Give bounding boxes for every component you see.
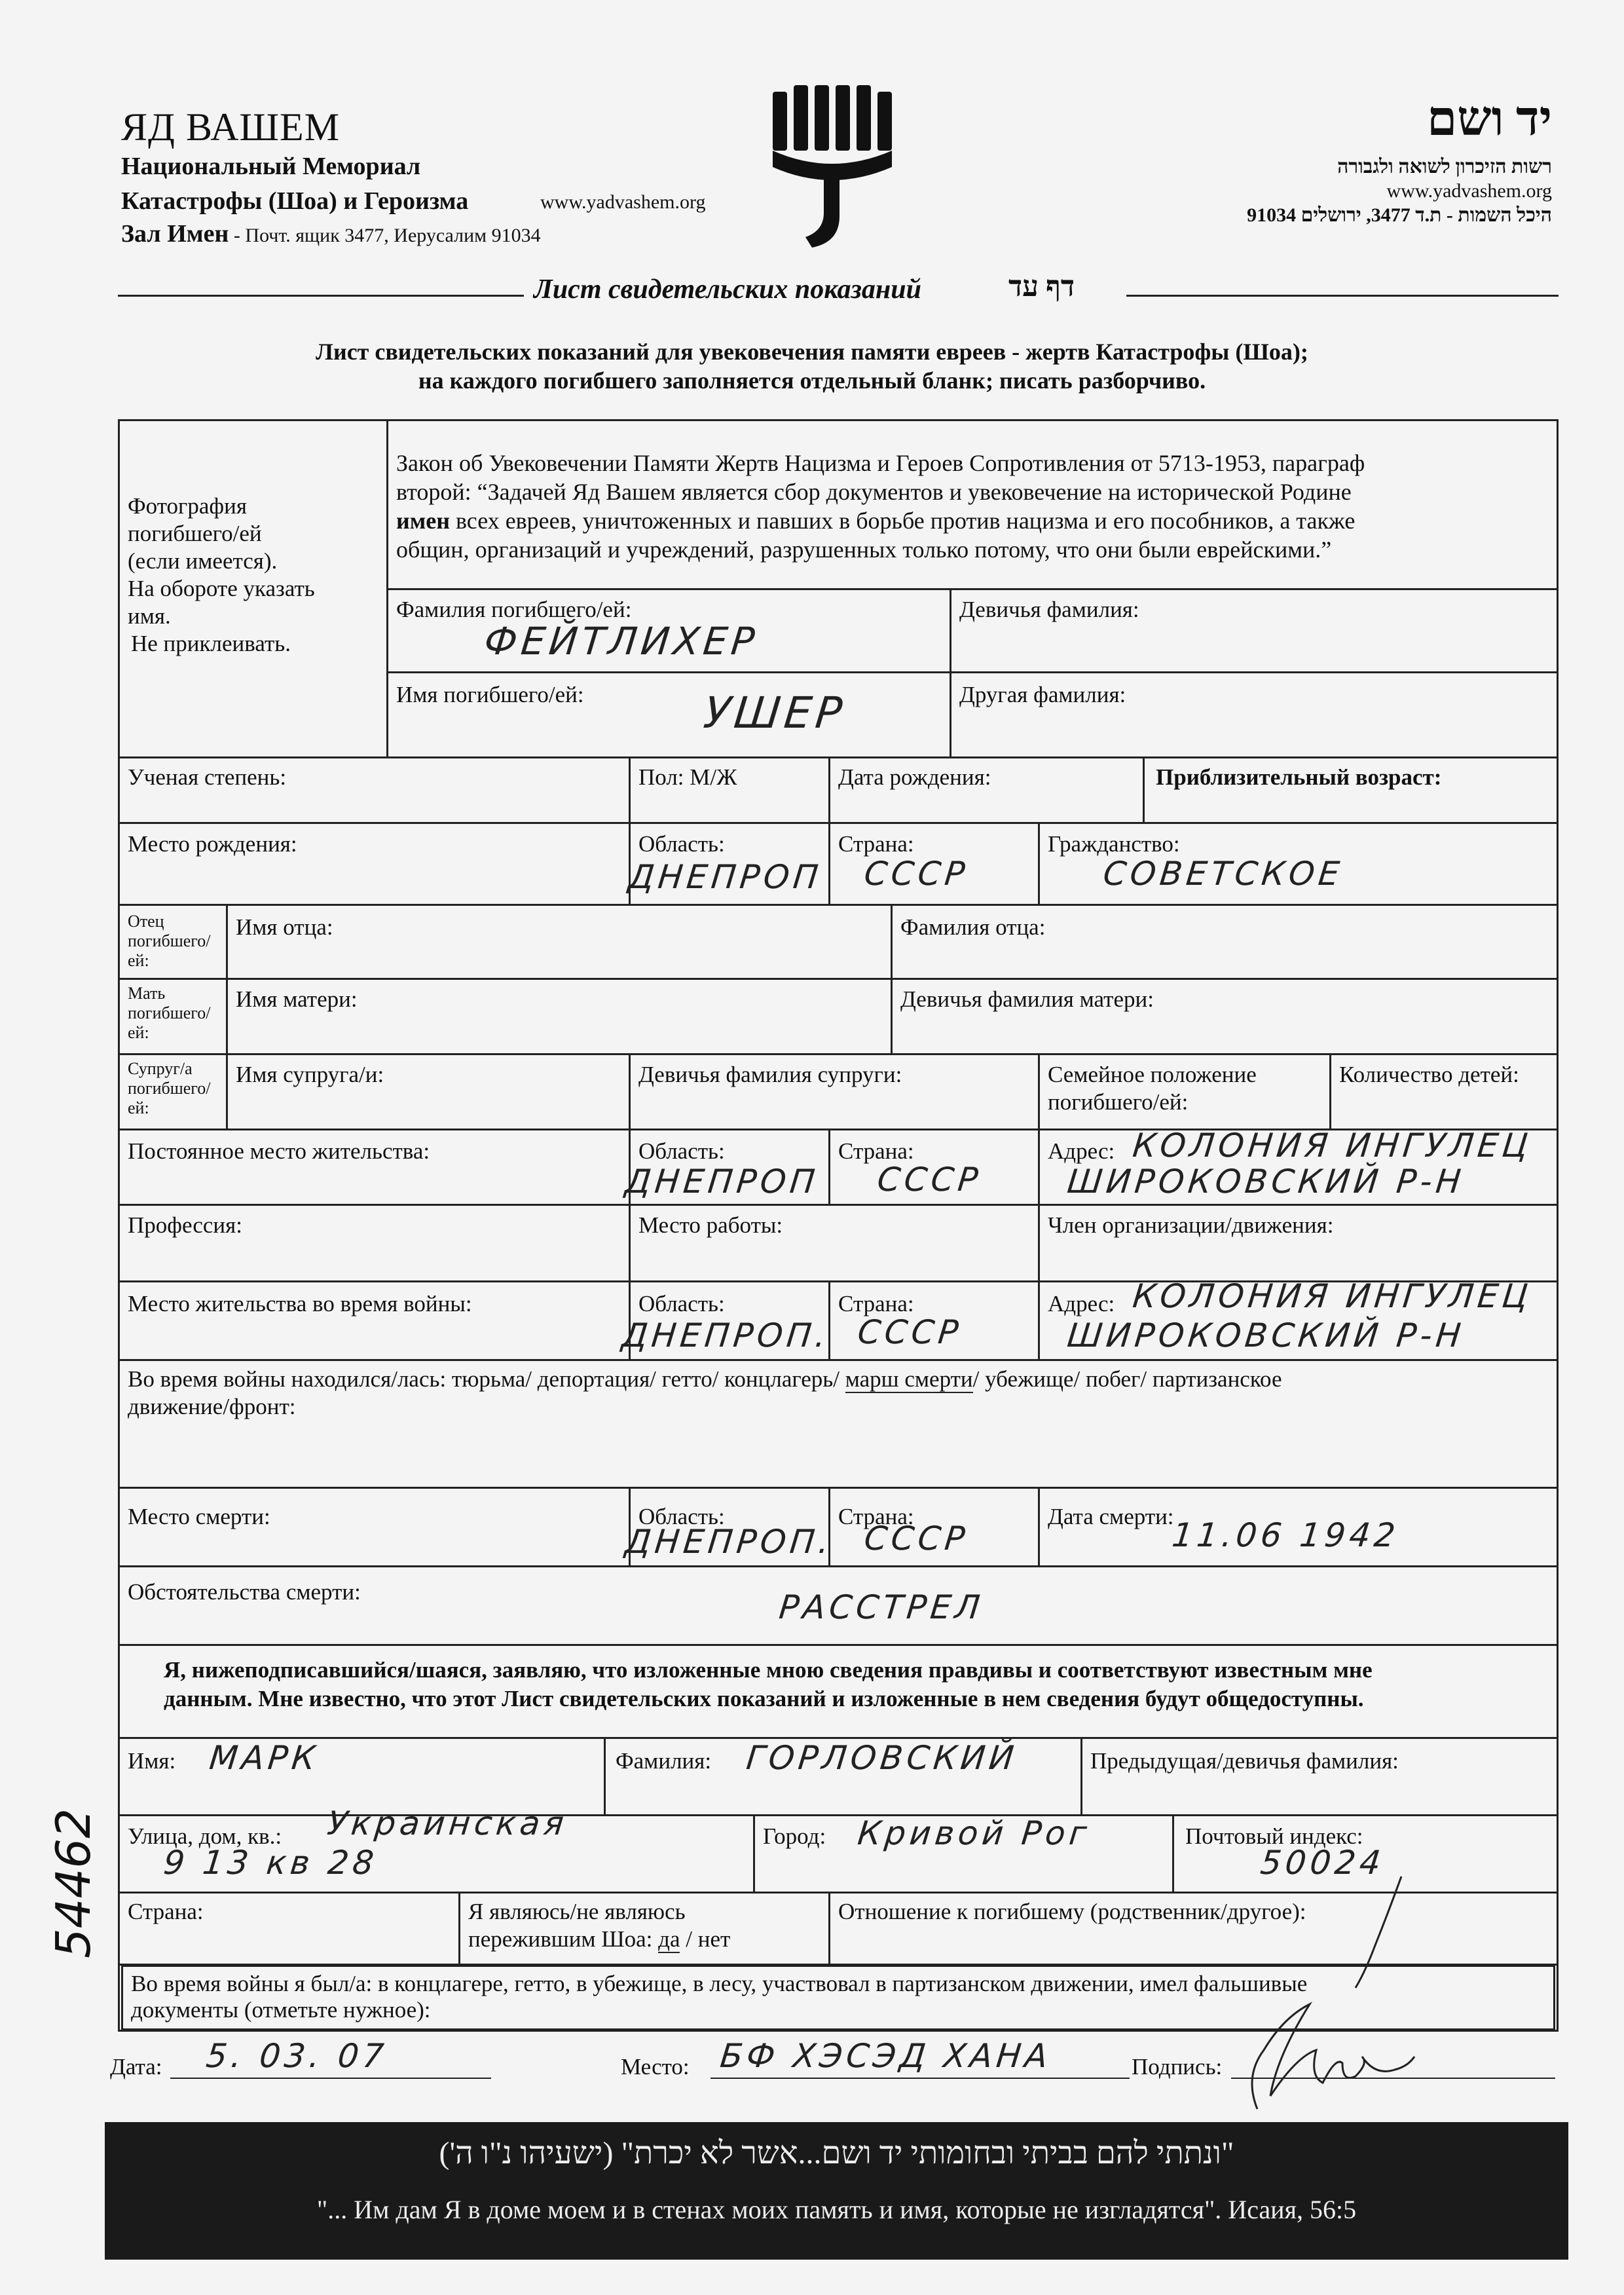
photo-line-3: (если имеется). [128, 548, 278, 574]
residence-region-label: Область: [638, 1138, 725, 1164]
rule [1038, 822, 1040, 904]
zip-value[interactable]: 50024 [1258, 1844, 1387, 1882]
residence-region-value[interactable]: ДНЕПРОП [623, 1163, 821, 1201]
law-line-4: общин, организаций и учреждений, разрушенных только потому, что они были еврейскими.” [396, 536, 1332, 563]
rule [604, 1737, 606, 1814]
death-country-label: Страна: [838, 1504, 914, 1529]
footer-russian-quote: "... Им дам Я в доме моем и в стенах моих память и имя, которые не изгладятся". Исаия, 56:5 [316, 2195, 1357, 2224]
hebrew-website: www.yadvashem.org [1386, 180, 1552, 202]
approx-age-label: Приблизительный возраст: [1156, 764, 1442, 790]
war-region-label: Область: [638, 1291, 725, 1316]
rule [828, 822, 830, 904]
rule [118, 978, 1559, 980]
rule [118, 1644, 1559, 1646]
survivor-yes-option[interactable]: да [658, 1926, 680, 1952]
rule [1038, 1129, 1040, 1204]
footer-hebrew-quote: "ונתתי להם בביתי ובחומותי יד ושם...אשר לא יכרת" (ישעיהו נ"ו ה') [439, 2136, 1234, 2171]
other-surname-label: Другая фамилия: [959, 682, 1126, 707]
birth-date-label: Дата рождения: [838, 764, 991, 790]
victim-first-name-value[interactable]: УШЕР [701, 688, 849, 738]
hall-label: Зал Имен [121, 220, 229, 248]
survivor-line-2 [468, 1926, 730, 1953]
website: www.yadvashem.org [540, 191, 706, 213]
marital-status-label: Семейное положение погибшего/ей: [1048, 1062, 1257, 1115]
title-rule-right [1126, 295, 1559, 297]
org-name: ЯД ВАШЕМ [121, 105, 341, 149]
hebrew-line-3: היכל השמות - ת.ד 3477, ירושלים 91034 [1247, 204, 1552, 226]
city-label: Город: [763, 1823, 826, 1849]
law-line-1: Закон об Увековечении Памяти Жертв Нацизма и Героев Сопротивления от 5713-1953, параграф [396, 450, 1365, 476]
hall-of-names-line [121, 219, 541, 248]
rule [1172, 1814, 1174, 1892]
citizenship-label: Гражданство: [1048, 831, 1180, 857]
birth-country-label: Страна: [838, 831, 914, 857]
photo-line-4: На обороте указать [128, 576, 315, 601]
during-war-was-line-2: документы (отметьте нужное): [131, 1997, 431, 2023]
law-quote [396, 449, 1555, 564]
victim-first-name-label: Имя погибшего/ей: [396, 682, 584, 707]
footer-quote-band [105, 2122, 1568, 2260]
city-value[interactable]: Кривой Рог [855, 1814, 1093, 1852]
residence-address-line-1[interactable]: КОЛОНИЯ ИНГУЛЕЦ [1130, 1127, 1534, 1165]
victim-surname-label: Фамилия погибшего/ей: [396, 597, 632, 622]
rule [828, 1892, 830, 1964]
hall-address: - Почт. ящик 3477, Иерусалим 91034 [229, 225, 541, 246]
rule [386, 671, 1559, 673]
intro-line-2: на каждого погибшего заполняется отдельный бланк; писать разборчиво. [418, 367, 1206, 394]
mother-maiden-label: Девичья фамилия матери: [900, 986, 1154, 1012]
rule [118, 904, 1559, 906]
war-region-value[interactable]: ДНЕПРОП. [619, 1316, 832, 1354]
member-org-label: Член организации/движения: [1048, 1212, 1334, 1238]
during-war-part-1: Во время войны находился/лась: тюрьма/ депортация/ гетто/ концлагерь/ [128, 1366, 845, 1392]
law-line-3 [396, 506, 1555, 535]
residence-country-label: Страна: [838, 1138, 914, 1164]
spouse-side-label: Супруг/а погибшего/ ей: [128, 1059, 211, 1117]
place-label: Место: [621, 2054, 690, 2080]
profession-label: Профессия: [128, 1212, 242, 1238]
during-war-part-2: / убежище/ побег/ партизанское [972, 1366, 1282, 1392]
children-count-label: Количество детей: [1339, 1062, 1519, 1087]
during-war-was-line-1: Во время войны я был/а: в концлагере, гетто, в убежище, в лесу, участвовал в партизанском движении, имел фальшивые [131, 1971, 1308, 1996]
father-surname-label: Фамилия отца: [900, 914, 1046, 940]
sheet-title: Лист свидетельских показаний [534, 274, 921, 305]
birth-region-value[interactable]: ДНЕПРОП [626, 858, 824, 896]
rule [629, 756, 631, 822]
rule [753, 1814, 755, 1892]
submitter-surname-label: Фамилия: [616, 1748, 712, 1774]
victim-surname-value[interactable]: ФЕЙТЛИХЕР [482, 619, 761, 663]
residence-label: Постоянное место жительства: [128, 1138, 430, 1164]
death-date-value[interactable]: 11.06 1942 [1170, 1516, 1401, 1554]
street-value-line-1[interactable]: Украинская [325, 1804, 570, 1842]
father-name-label: Имя отца: [236, 914, 333, 940]
archive-number: 54462 [46, 1808, 101, 1958]
residence-address-label: Адрес: [1048, 1138, 1115, 1164]
death-region-value[interactable]: ДНЕПРОП. [623, 1523, 835, 1561]
rule [1143, 756, 1145, 822]
yad-vashem-logo-icon [766, 85, 897, 249]
degree-label: Ученая степень: [128, 764, 287, 790]
sex-label: Пол: М/Ж [638, 764, 737, 790]
signature-scribble-icon [1231, 1978, 1428, 2129]
death-circumstances-label: Обстоятельства смерти: [128, 1579, 361, 1605]
during-war-options [128, 1366, 1282, 1393]
spouse-name-label: Имя супруга/и: [236, 1062, 384, 1087]
war-residence-label: Место жительства во время войны: [128, 1291, 472, 1316]
declaration-line-1: Я, нижеподписавшийся/шаяся, заявляю, что изложенные мною сведения правдивы и соответствуют известным мне [164, 1657, 1373, 1683]
birth-place-label: Место рождения: [128, 831, 297, 857]
photo-line-6: Не приклеивать. [131, 631, 291, 656]
sheet-title-hebrew: דף עד [1008, 271, 1075, 303]
war-address-line-1[interactable]: КОЛОНИЯ ИНГУЛЕЦ [1130, 1277, 1534, 1315]
rule [629, 1053, 631, 1129]
during-war-marked-option[interactable]: марш смерти [845, 1366, 973, 1392]
place-value[interactable]: БФ ХЭСЭД ХАНА [718, 2037, 1054, 2075]
org-line-1: Национальный Мемориал [121, 153, 421, 180]
war-address-label: Адрес: [1048, 1291, 1115, 1316]
rule [118, 1204, 1559, 1206]
war-country-value[interactable]: СССР [855, 1313, 964, 1351]
death-circumstances-value[interactable]: РАССТРЕЛ [777, 1588, 986, 1626]
rule [118, 822, 1559, 824]
death-region-label: Область: [638, 1504, 725, 1529]
relation-label: Отношение к погибшему (родственник/другое): [838, 1899, 1306, 1924]
mother-side-label: Мать погибшего/ ей: [128, 984, 211, 1042]
zip-label: Почтовый индекс: [1185, 1823, 1363, 1849]
rule [118, 1565, 1559, 1567]
survivor-no-option[interactable]: / нет [680, 1926, 731, 1952]
archive-number-stamp [46, 1808, 105, 1958]
rule [1080, 1737, 1082, 1814]
rule [118, 1359, 1559, 1361]
photo-line-5: имя. [128, 603, 171, 629]
rule [458, 1892, 460, 1964]
rule [386, 588, 1559, 590]
death-country-value[interactable]: СССР [862, 1520, 970, 1558]
submitter-prev-surname-label: Предыдущая/девичья фамилия: [1090, 1748, 1399, 1774]
residence-address-line-2[interactable]: ШИРОКОВСКИЙ Р-Н [1065, 1163, 1467, 1201]
rule [1329, 1053, 1331, 1129]
submitter-name-label: Имя: [128, 1748, 176, 1774]
workplace-label: Место работы: [638, 1212, 783, 1238]
intro-line-1: Лист свидетельских показаний для увековечения памяти евреев - жертв Катастрофы (Шоа); [316, 339, 1308, 365]
photo-line-1: Фотография [128, 493, 247, 519]
date-label: Дата: [110, 2054, 162, 2080]
death-place-label: Место смерти: [128, 1504, 270, 1529]
submitter-name-value[interactable]: МАРК [207, 1739, 322, 1777]
title-rule-left [118, 295, 524, 297]
birth-country-value[interactable]: СССР [862, 855, 970, 893]
rule [118, 756, 1559, 758]
rule [118, 1487, 1559, 1489]
maiden-name-label: Девичья фамилия: [959, 597, 1139, 622]
declaration-line-2: данным. Мне известно, что этот Лист свидетельских показаний и изложенные в нем сведения будут общедоступны. [164, 1686, 1364, 1711]
survivor-line-2a: пережившим Шоа: [468, 1926, 659, 1952]
submitter-country-label: Страна: [128, 1899, 204, 1924]
citizenship-value[interactable]: СОВЕТСКОЕ [1101, 855, 1346, 893]
street-value-line-2[interactable]: 9 13 кв 28 [161, 1844, 380, 1882]
birth-region-label: Область: [638, 831, 725, 857]
war-address-line-2[interactable]: ШИРОКОВСКИЙ Р-Н [1065, 1316, 1467, 1354]
street-label: Улица, дом, кв.: [128, 1823, 282, 1849]
photo-line-2: погибшего/ей [128, 521, 262, 546]
spouse-maiden-label: Девичья фамилия супруги: [638, 1062, 902, 1087]
date-value[interactable]: 5. 03. 07 [204, 2037, 390, 2075]
declaration [164, 1656, 1545, 1713]
rule [828, 1129, 830, 1204]
submitter-surname-value[interactable]: ГОРЛОВСКИЙ [744, 1739, 1020, 1777]
date-line [170, 2078, 491, 2079]
death-date-label: Дата смерти: [1048, 1504, 1174, 1529]
mother-name-label: Имя матери: [236, 986, 358, 1012]
during-war-line-2: движение/фронт: [128, 1394, 296, 1419]
war-country-label: Страна: [838, 1291, 914, 1316]
law-line-3-rest: всех евреев, уничтоженных и павших в борьбе против нацизма и его пособников, а также [449, 508, 1356, 534]
rule [1038, 1204, 1040, 1280]
form-frame [118, 419, 1559, 2032]
law-line-2: второй: “Задачей Яд Вашем является сбор документов и увековечение на исторической Родине [396, 479, 1352, 505]
rule [226, 904, 228, 1129]
father-side-label: Отец погибшего/ ей: [128, 912, 211, 970]
rule [118, 1892, 1559, 1894]
hebrew-org-name: יד ושם [1427, 92, 1552, 146]
residence-country-value[interactable]: СССР [875, 1161, 984, 1199]
place-line [710, 2078, 1130, 2079]
rule [1038, 1280, 1040, 1359]
rule [118, 1053, 1559, 1055]
law-bold-word: имен [396, 508, 450, 534]
rule [828, 756, 830, 822]
rule [1038, 1487, 1040, 1565]
rule [1038, 1053, 1040, 1129]
survivor-line-1: Я являюсь/не являюсь [468, 1899, 686, 1924]
signature-label: Подпись: [1132, 2054, 1223, 2080]
org-line-2: Катастрофы (Шоа) и Героизма [121, 187, 469, 215]
rule [629, 1204, 631, 1280]
hebrew-line-1: רשות הזיכרון לשואה ולגבורה [1337, 156, 1552, 177]
